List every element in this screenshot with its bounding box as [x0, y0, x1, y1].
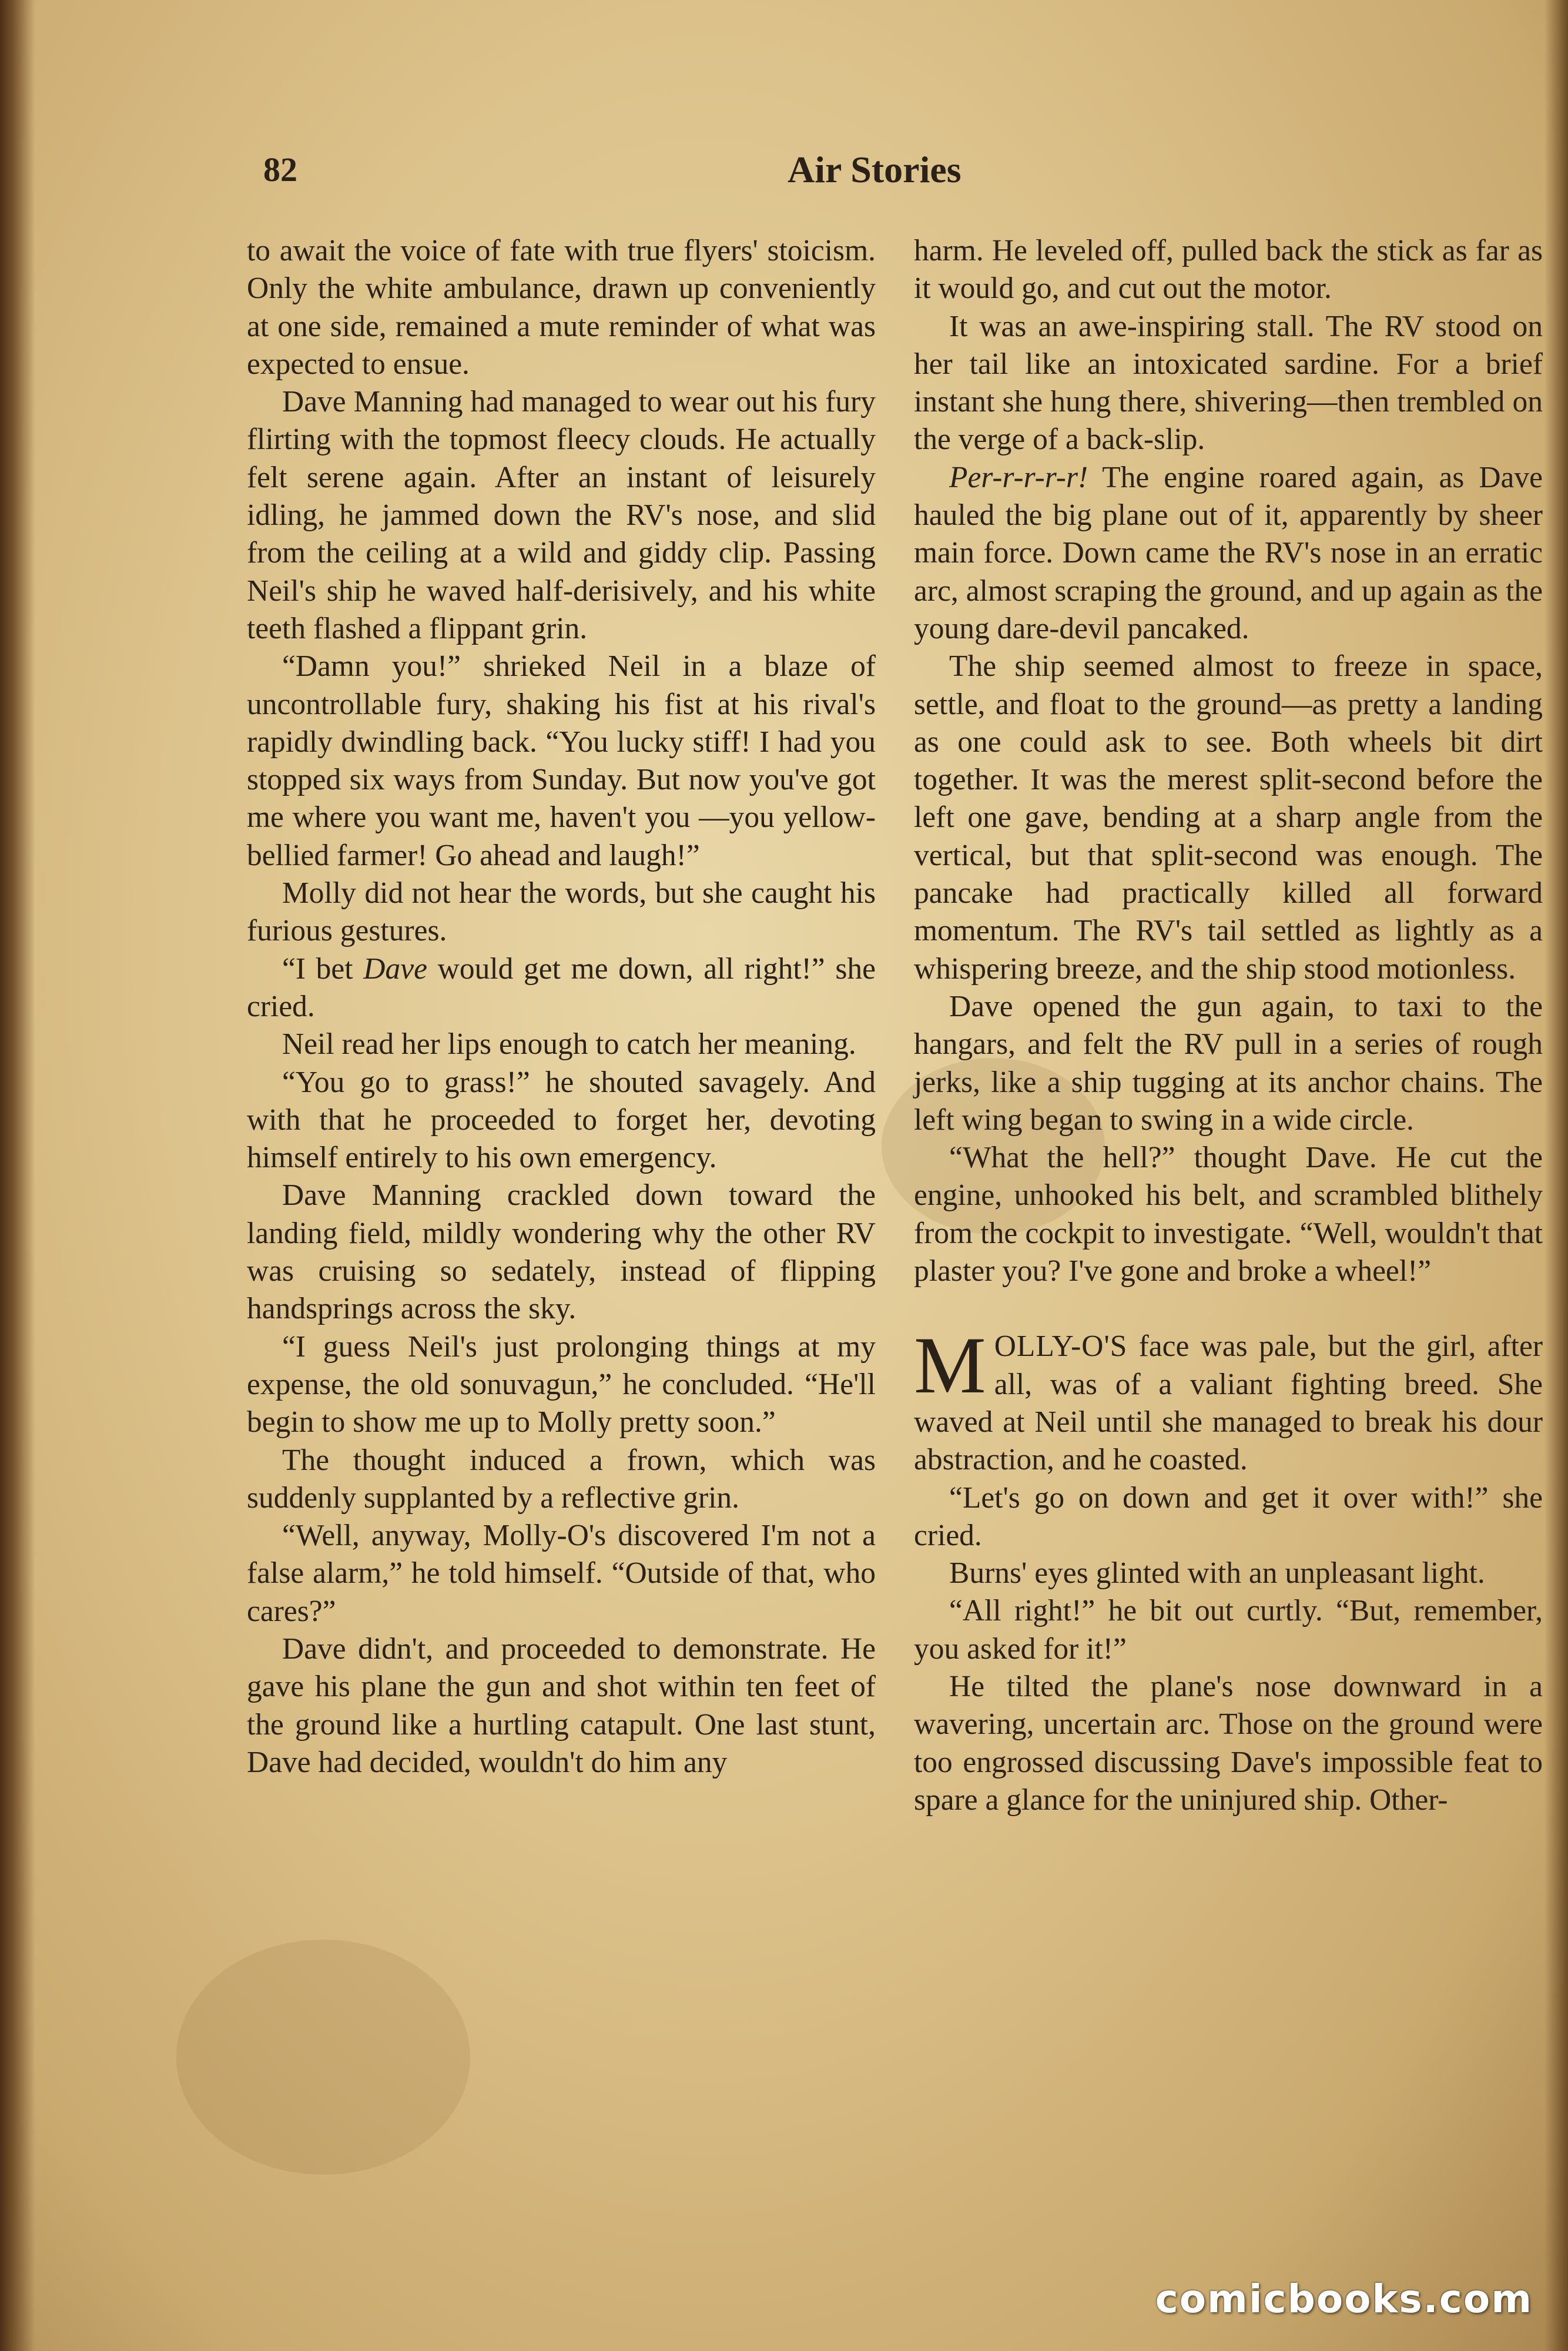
paragraph: Dave Manning had managed to wear out his fury flirting with the topmost fleecy clouds. He actually felt serene again. After an instant of leisurely idling, he jammed down the RV's nose, and slid from the ceiling at a wild and giddy clip. Passing Neil's ship he waved half-derisively, and his white teeth flashed a flippant grin.	[247, 385, 876, 645]
section-break	[914, 1290, 1543, 1328]
drop-cap-letter: M	[914, 1320, 986, 1411]
paragraph	[247, 950, 876, 1026]
paragraph: Dave didn't, and proceeded to demonstrate. He gave his plane the gun and shot within ten feet of the ground like a hurtling catapult. One last stunt, Dave had decided, wouldn't do him any	[247, 1632, 876, 1779]
paragraph-text: “I bet	[282, 952, 364, 986]
page-number: 82	[263, 150, 297, 189]
paragraph: “I guess Neil's just prolonging things at my expense, the old sonuvagun,” he concluded. “He'll begin to show me up to Molly pretty soon.”	[247, 1329, 876, 1439]
paragraph: “All right!” he bit out curtly. “But, remember, you asked for it!”	[914, 1594, 1543, 1666]
paragraph-dropcap	[914, 1320, 1543, 1479]
paragraph-text: would get me down, all right!” she cried.	[247, 952, 876, 1023]
paragraph: “What the hell?” thought Dave. He cut the engine, unhooked his belt, and scrambled blithely from the cockpit to investigate. “Well, wouldn't that plaster you? I've gone and broke a wheel!”	[914, 1141, 1543, 1288]
paragraph: Molly did not hear the words, but she caught his furious gestures.	[247, 876, 876, 948]
paper-stain	[176, 1940, 470, 2175]
emphasis-text: Per-r-r-r-r!	[949, 460, 1088, 494]
emphasis-text: Dave	[363, 952, 427, 986]
paragraph: “Well, anyway, Molly-O's discovered I'm not a false alarm,” he told himself. “Outside of that, who cares?”	[247, 1519, 876, 1628]
page-binding-edge	[0, 0, 35, 2351]
paragraph: It was an awe-inspiring stall. The RV stood on her tail like an intoxicated sardine. For a brief instant she hung there, shivering—then trembled on the verge of a back-slip.	[914, 309, 1543, 457]
paragraph: to await the voice of fate with true flyers' stoicism. Only the white ambulance, drawn up conveniently at one side, remained a mute reminder of what was expected to ensue.	[247, 234, 876, 381]
paragraph: harm. He leveled off, pulled back the stick as far as it would go, and cut out the motor.	[914, 234, 1543, 306]
paragraph: He tilted the plane's nose downward in a wavering, uncertain arc. Those on the ground were too engrossed discussing Dave's impossible feat to spare a glance for the uninjured ship. Other-	[914, 1669, 1543, 1817]
text-column-right	[914, 232, 1543, 1819]
paragraph: Burns' eyes glinted with an unpleasant light.	[949, 1556, 1485, 1590]
paragraph: “Let's go on down and get it over with!” she cried.	[914, 1481, 1543, 1552]
page-outer-edge	[1544, 0, 1568, 2351]
paragraph: “You go to grass!” he shouted savagely. And with that he proceeded to forget her, devoting himself entirely to his own emergency.	[247, 1065, 876, 1175]
paragraph	[914, 459, 1543, 648]
paragraph-text: face was pale, but the girl, after all, was of a valiant fighting breed. She waved at Neil until she managed to break his dour abstraction, and he coasted.	[914, 1329, 1543, 1477]
paragraph: Neil read her lips enough to catch her meaning.	[282, 1027, 856, 1061]
smallcaps-text: OLLY-O'S	[994, 1329, 1128, 1364]
paragraph: Dave opened the gun again, to taxi to the hangars, and felt the RV pull in a series of rough jerks, like a ship tugging at its anchor chains. The left wing began to swing in a wide circle.	[914, 989, 1543, 1137]
paragraph: The thought induced a frown, which was suddenly supplanted by a reflective grin.	[247, 1443, 876, 1515]
paragraph: Dave Manning crackled down toward the landing field, mildly wondering why the other RV was cruising so sedately, instead of flipping handsprings across the sky.	[247, 1178, 876, 1326]
paragraph-text: The engine roared again, as Dave hauled the big plane out of it, apparently by sheer main force. Down came the RV's nose in an erratic arc, almost scraping the ground, and up again as the young dare-devil pancaked.	[914, 460, 1543, 645]
watermark: comicbooks.com	[1155, 2276, 1533, 2322]
text-column-left	[247, 232, 876, 1781]
paragraph: The ship seemed almost to freeze in space, settle, and float to the ground—as pretty a landing as one could ask to see. Both wheels bit dirt together. It was the merest split-second before the left one gave, bending at a sharp angle from the vertical, but that split-second was enough. The pancake had practically killed all forward momentum. The RV's tail settled as lightly as a whispering breeze, and the ship stood motionless.	[914, 649, 1543, 986]
running-head-title: Air Stories	[788, 149, 961, 190]
paragraph: “Damn you!” shrieked Neil in a blaze of uncontrollable fury, shaking his fist at his rival's rapidly dwindling back. “You lucky stiff! I had you stopped six ways from Sunday. But now you've got me where you want me, haven't you —you yellow-bellied farmer! Go ahead and laugh!”	[247, 649, 876, 872]
